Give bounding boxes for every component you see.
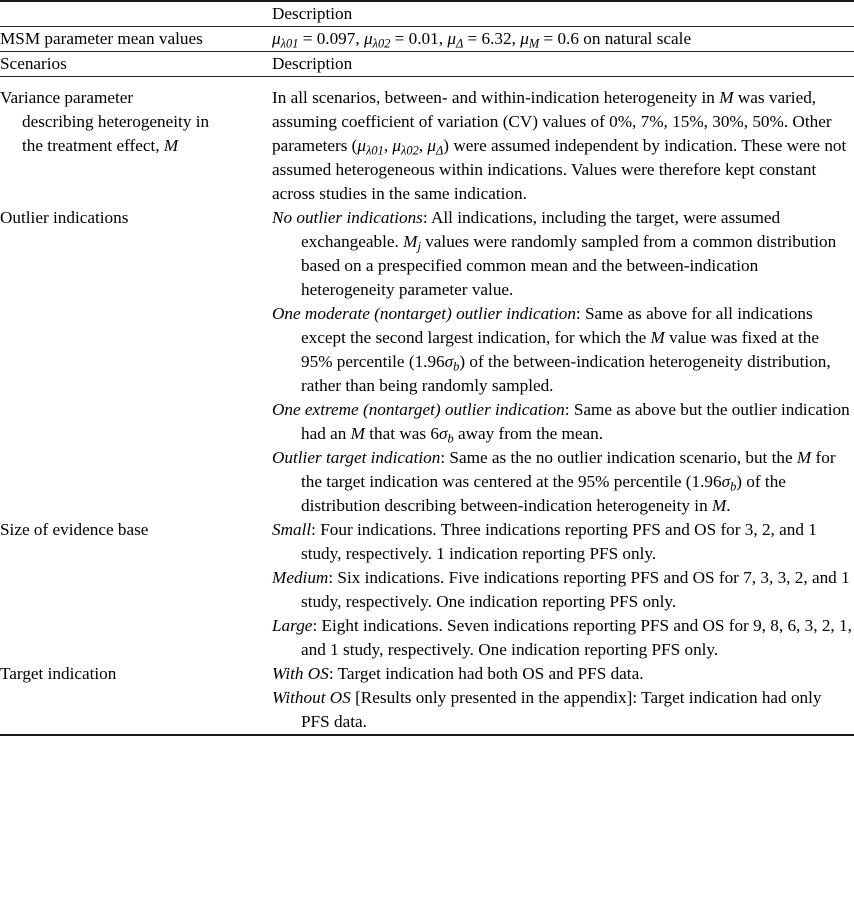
row-label-target-indication bbox=[0, 662, 272, 735]
row-description-outlier-indications bbox=[272, 206, 854, 518]
paragraph-lead: With OS bbox=[272, 664, 329, 683]
mu-lambda02-symbol: $\mu_{\lambda 02}$ bbox=[363, 29, 391, 51]
row-label-line: the treatment effect, M bbox=[22, 136, 179, 155]
row-label-text: Target indication bbox=[0, 664, 117, 683]
row-description-target-indication bbox=[272, 662, 854, 735]
row-label-outlier-indications bbox=[0, 206, 272, 518]
table-top-rule bbox=[0, 1, 854, 27]
paragraph-lead: Outlier target indication bbox=[272, 448, 441, 467]
description-paragraph: Large: Eight indications. Seven indications reporting PFS and OS for 9, 8, 6, 3, 2, 1, and 1 study, respectively. One indication reporting PFS only. bbox=[272, 616, 852, 659]
description-paragraph: One extreme (nontarget) outlier indication: Same as above but the outlier indication had an M that was $6\sigma_b$ away from the mean. bbox=[272, 400, 850, 446]
paragraph-lead: Small bbox=[272, 520, 312, 539]
paragraph-lead: Without OS bbox=[272, 688, 351, 707]
footer-right-spacer bbox=[272, 735, 854, 739]
scenarios-subheader-row bbox=[0, 52, 854, 77]
row-label-variance-parameter bbox=[0, 77, 272, 207]
description-paragraph: Outlier target indication: Same as the no outlier indication scenario, but the M for the target indication was centered at the 95% percentile $(1.96\sigma_b)$ of the distribution describing between-indication heterogeneity in M. bbox=[272, 448, 836, 515]
mu-delta-value: 6.32 bbox=[481, 29, 512, 48]
table-row bbox=[0, 518, 854, 662]
row-description-size-of-evidence-base bbox=[272, 518, 854, 662]
table-row bbox=[0, 662, 854, 735]
mu-m-value: 0.6 bbox=[557, 29, 579, 48]
mu-lambda02-value: 0.01 bbox=[408, 29, 439, 48]
msm-parameter-label: MSM parameter mean values bbox=[0, 27, 272, 52]
row-label-text: describing heterogeneity in bbox=[22, 112, 210, 131]
description-paragraph: Medium: Six indications. Five indications reporting PFS and OS for 7, 3, 3, 2, and 1 study, respectively. One indication reporting PFS only. bbox=[272, 568, 850, 611]
description-paragraph: Small: Four indications. Three indications reporting PFS and OS for 3, 2, and 1 study, respectively. 1 indication reporting PFS only. bbox=[272, 520, 817, 563]
mu-lambda01-value: 0.097 bbox=[316, 29, 356, 48]
paragraph-lead: No outlier indications bbox=[272, 208, 423, 227]
description-paragraph: No outlier indications: All indications, including the target, were assumed exchangeable. $M_j$ values were randomly sampled from a common distribution based on a prespecified common mean and the between-indication heterogeneity parameter value. bbox=[272, 208, 837, 299]
row-label-line bbox=[0, 86, 272, 110]
row-label-text: Variance parameter bbox=[0, 88, 134, 107]
row-label-line bbox=[0, 110, 272, 134]
paragraph-lead: Large bbox=[272, 616, 313, 635]
description-paragraph: With OS: Target indication had both OS and PFS data. bbox=[272, 664, 644, 683]
msm-parameter-value: $\mu_{\lambda 01} = 0.097$, $\mu_{\lambda 02} = 0.01$, $\mu_\Delta = 6.32$, $\mu_M = 0.6$ on natural scale bbox=[272, 27, 854, 52]
paragraph-lead: One extreme (nontarget) outlier indication bbox=[272, 400, 565, 419]
description-paragraph: One moderate (nontarget) outlier indication: Same as above for all indications except the second largest indication, for which the M value was fixed at the 95% percentile $(1.96\sigma_b)$ of the between-indication heterogeneity distribution, rather than being randomly sampled. bbox=[272, 304, 831, 395]
header-description-label: Description bbox=[272, 1, 854, 27]
row-description-variance-parameter bbox=[272, 77, 854, 207]
mu-lambda01-symbol: $\mu_{\lambda 01}$ bbox=[272, 29, 299, 51]
subheader-description-label: Description bbox=[272, 52, 854, 77]
msm-parameter-row bbox=[0, 27, 854, 52]
mu-delta-symbol: $\mu_\Delta$ bbox=[447, 29, 464, 51]
table-bottom-rule bbox=[0, 735, 854, 739]
natural-scale-note: on natural scale bbox=[583, 29, 692, 48]
table-row bbox=[0, 77, 854, 207]
table-row bbox=[0, 206, 854, 518]
header-left-spacer bbox=[0, 1, 272, 27]
paragraph-bracket: [Results only presented in the appendix] bbox=[350, 688, 633, 707]
mu-m-symbol: $\mu_M$ bbox=[520, 29, 540, 51]
description-paragraph: In all scenarios, between- and within-indication heterogeneity in M was varied, assuming coefficient of variation (CV) values of 0%, 7%, 15%, 30%, 50%. Other parameters ($\mu_{\lambda 01}$, $\mu_{\lambda 02}$, $\mu_\Delta$) were assumed independent by indication. These were not assumed heterogeneous within indications. Values were therefore kept constant across studies in the same indication. bbox=[272, 88, 847, 203]
description-paragraph: Without OS [Results only presented in the appendix]: Target indication had only PFS data. bbox=[272, 688, 822, 731]
footer-left-spacer bbox=[0, 735, 272, 739]
row-label-text: Outlier indications bbox=[0, 208, 129, 227]
row-label-size-of-evidence-base bbox=[0, 518, 272, 662]
scenarios-label: Scenarios bbox=[0, 52, 272, 77]
row-label-text: Size of evidence base bbox=[0, 520, 149, 539]
paragraph-lead: One moderate (nontarget) outlier indication bbox=[272, 304, 576, 323]
paragraph-lead: Medium bbox=[272, 568, 329, 587]
